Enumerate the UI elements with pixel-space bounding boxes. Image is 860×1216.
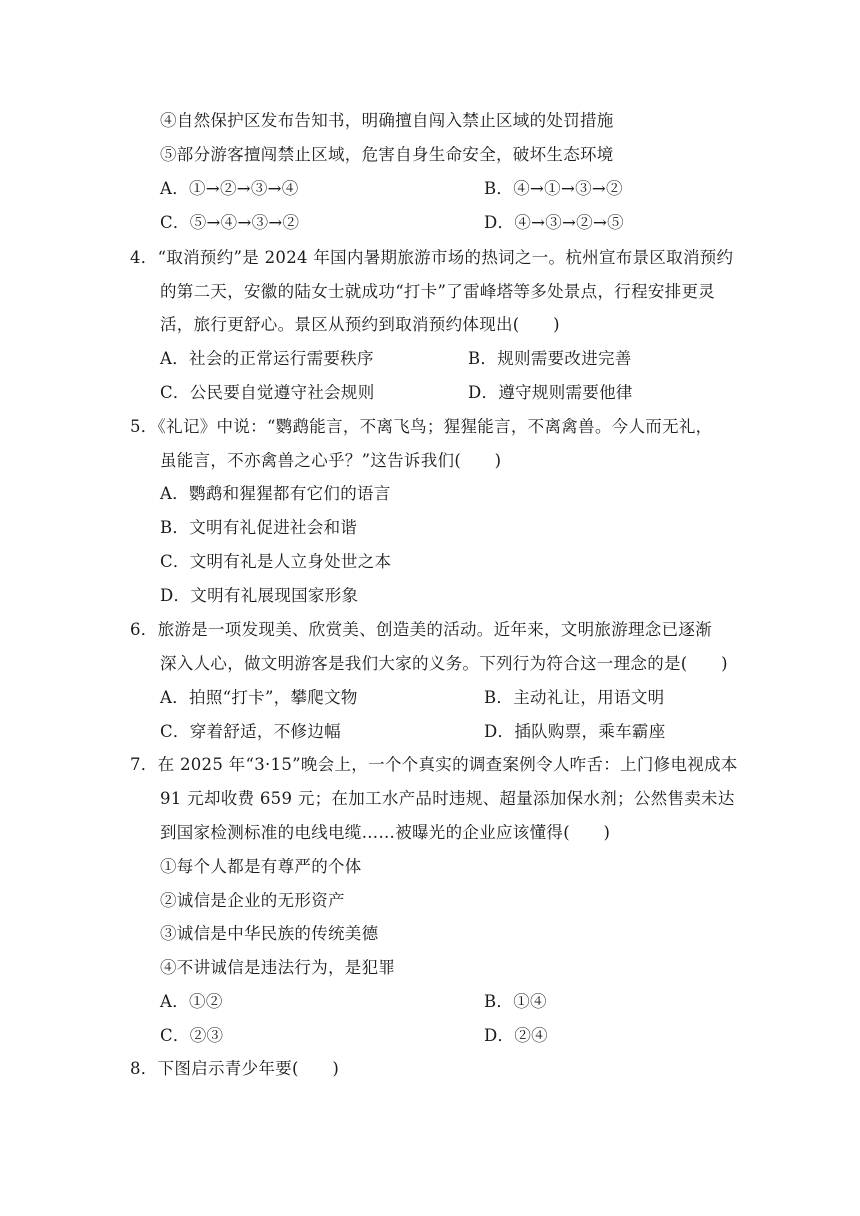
q7-statement-4: ④不讲诚信是违法行为，是犯罪 xyxy=(160,958,396,977)
q4-option-b: B．规则需要改进完善 xyxy=(468,349,632,368)
q4-option-a: A．社会的正常运行需要秩序 xyxy=(160,349,374,368)
q7-option-b: B．①④ xyxy=(484,992,547,1011)
q7-statement-3: ③诚信是中华民族的传统美德 xyxy=(160,924,379,943)
q3-option-c: C．⑤→④→③→② xyxy=(160,213,300,232)
q4-stem-line-2: 的第二天，安徽的陆女士就成功“打卡”了雷峰塔等多处景点，行程安排更灵 xyxy=(160,282,716,301)
q7-stem-line-1: 7．在 2025 年“3·15”晚会上，一个个真实的调查案例令人咋舌：上门修电视成本 xyxy=(130,755,738,774)
q7-statement-2: ②诚信是企业的无形资产 xyxy=(160,891,345,910)
q6-option-d: D．插队购票，乘车霸座 xyxy=(484,722,666,741)
q7-option-c: C．②③ xyxy=(160,1026,224,1045)
q6-stem-line-1: 6．旅游是一项发现美、欣赏美、创造美的活动。近年来，文明旅游理念已逐渐 xyxy=(130,620,712,639)
q6-option-a: A．拍照“打卡”，攀爬文物 xyxy=(160,688,358,707)
q7-stem-line-3: 到国家检测标准的电线电缆……被曝光的企业应该懂得( ) xyxy=(160,823,611,842)
q7-stem-line-2: 91 元却收费 659 元；在加工水产品时违规、超量添加保水剂；公然售卖未达 xyxy=(160,789,735,808)
q6-stem-line-2: 深入人心，做文明游客是我们大家的义务。下列行为符合这一理念的是( ) xyxy=(160,654,728,673)
q3-statement-4: ④自然保护区发布告知书，明确擅自闯入禁止区域的处罚措施 xyxy=(160,111,614,130)
q7-option-d: D．②④ xyxy=(484,1026,548,1045)
q3-option-a: A．①→②→③→④ xyxy=(160,179,299,198)
q7-option-a: A．①② xyxy=(160,992,223,1011)
q5-option-b: B．文明有礼促进社会和谐 xyxy=(160,518,358,537)
q3-option-d: D．④→③→②→⑤ xyxy=(484,213,624,232)
q5-option-a: A．鹦鹉和猩猩都有它们的语言 xyxy=(160,484,391,503)
q8-stem-line-1: 8．下图启示青少年要( ) xyxy=(130,1059,340,1078)
q3-option-b: B．④→①→③→② xyxy=(484,179,623,198)
q4-option-c: C．公民要自觉遵守社会规则 xyxy=(160,383,375,402)
q7-statement-1: ①每个人都是有尊严的个体 xyxy=(160,857,362,876)
q5-option-c: C．文明有礼是人立身处世之本 xyxy=(160,552,392,571)
q4-stem-line-1: 4．“取消预约”是 2024 年国内暑期旅游市场的热词之一。杭州宣布景区取消预约 xyxy=(130,248,734,267)
q5-stem-line-2: 虽能言，不亦禽兽之心乎？”这告诉我们( ) xyxy=(160,451,502,470)
q4-stem-line-3: 活，旅行更舒心。景区从预约到取消预约体现出( ) xyxy=(160,315,560,334)
q4-option-d: D．遵守规则需要他律 xyxy=(468,383,633,402)
q6-option-b: B．主动礼让，用语文明 xyxy=(484,688,665,707)
q5-stem-line-1: 5．《礼记》中说：“鹦鹉能言，不离飞鸟；猩猩能言，不离禽兽。今人而无礼， xyxy=(130,417,713,436)
q3-statement-5: ⑤部分游客擅闯禁止区域，危害自身生命安全，破坏生态环境 xyxy=(160,145,614,164)
q6-option-c: C．穿着舒适，不修边幅 xyxy=(160,722,341,741)
q5-option-d: D．文明有礼展现国家形象 xyxy=(160,586,359,605)
